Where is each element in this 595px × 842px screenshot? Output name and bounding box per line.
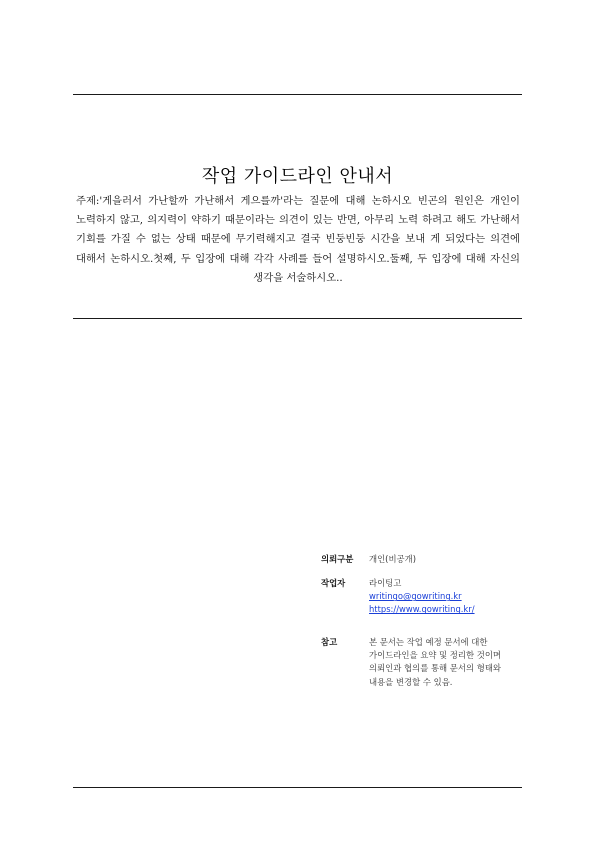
note-line: 내용을 변경할 수 있음. [369, 676, 453, 687]
author-email-link[interactable]: writingo@gowriting.kr [369, 591, 462, 602]
author-label: 작업자 [321, 578, 346, 588]
note-line: 의뢰인과 협의를 통해 문서의 형태와 [369, 663, 502, 674]
top-divider [73, 94, 522, 95]
note-text [369, 636, 549, 689]
request-type-value: 개인(비공개) [369, 554, 416, 564]
middle-divider [73, 318, 522, 319]
document-title: 작업 가이드라인 안내서 [201, 166, 394, 188]
author-name: 라이팅고 [369, 578, 402, 588]
author-website-link[interactable]: https://www.gowriting.kr/ [369, 604, 475, 615]
author-details [369, 577, 549, 617]
note-line: 본 문서는 작업 예정 문서에 대한 [369, 637, 488, 647]
bottom-divider [73, 787, 522, 788]
note-line: 가이드라인을 요약 및 정리한 것이며 [369, 650, 502, 661]
topic-paragraph: 주제:'게을러서 가난할까 가난해서 게으를까'라는 질문에 대해 논하시오 빈곤의 원인은 개인이 노력하지 않고, 의지력이 약하기 때문이라는 의견이 있는 반면, 아무리 노력 하려고 해도 가난해서 기회를 가질 수 없는 상태 때문에 무기력해지고 결국 빈둥빈둥 시간을 보내 게 되었다는 의견에 대해서 논하시오.첫째, 두 입장에 대해 각각 사례를 들어 설명하시오.둘째, 두 입장에 대해 자신의 생각을 서술하시오.. [76, 195, 520, 284]
note-label: 참고 [321, 637, 338, 647]
request-type-label: 의뢰구분 [321, 554, 354, 564]
